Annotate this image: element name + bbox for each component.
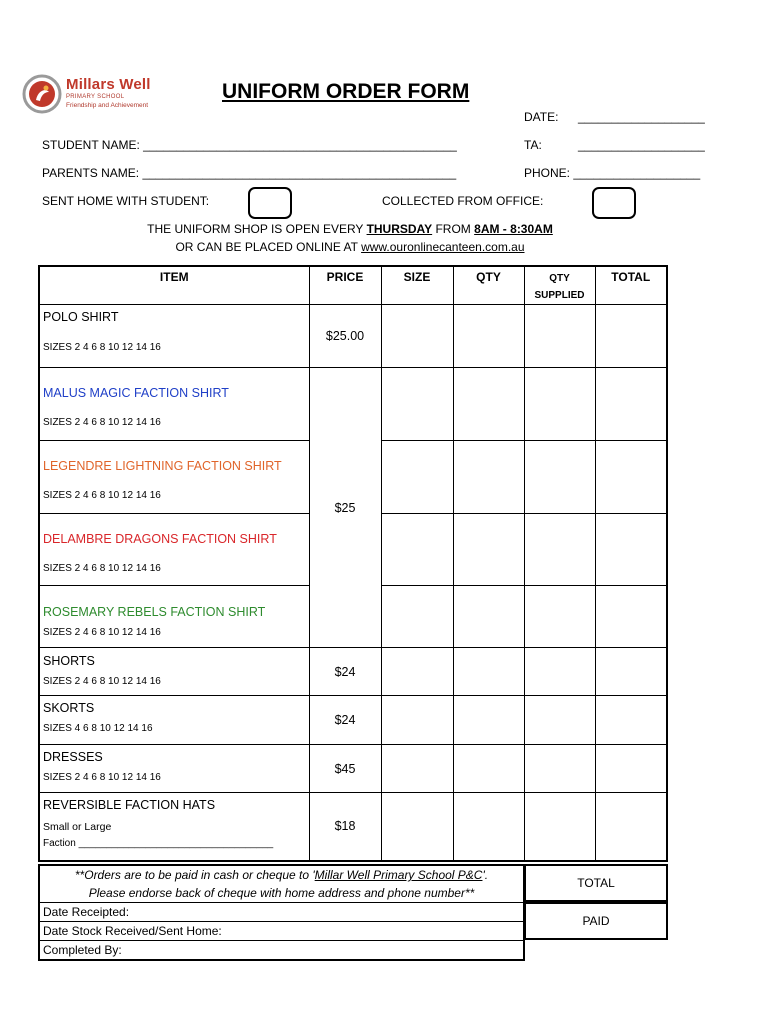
qty-cell[interactable] [453, 648, 524, 696]
item-price: $24 [309, 648, 381, 696]
header-qty-supplied-line1: QTY [549, 273, 570, 284]
notice-day: THURSDAY [366, 222, 433, 236]
item-cell [39, 305, 309, 368]
item-name: SHORTS [43, 654, 95, 668]
item-price: $24 [309, 696, 381, 745]
header-item: ITEM [39, 266, 309, 305]
sent-home-label: SENT HOME WITH STUDENT: [42, 194, 210, 208]
header-qty: QTY [453, 266, 524, 305]
item-name: REVERSIBLE FACTION HATS [43, 798, 216, 812]
table-row [39, 648, 667, 696]
header-size: SIZE [381, 266, 453, 305]
size-cell[interactable] [381, 793, 453, 861]
notice-text: THE UNIFORM SHOP IS OPEN EVERY [147, 222, 367, 236]
qty-supplied-cell[interactable] [524, 514, 595, 586]
collected-label: COLLECTED FROM OFFICE: [382, 194, 544, 208]
item-cell [39, 745, 309, 793]
school-type: PRIMARY SCHOOL [66, 94, 125, 100]
date-label: DATE: [524, 110, 559, 124]
online-order-notice [0, 240, 700, 254]
item-name: MALUS MAGIC FACTION SHIRT [43, 386, 229, 400]
paid-box[interactable] [524, 902, 668, 940]
notice-text: FROM [432, 222, 475, 236]
grand-total-box[interactable] [524, 864, 668, 902]
size-cell[interactable] [381, 586, 453, 648]
item-name: POLO SHIRT [43, 310, 119, 324]
payment-note [39, 865, 524, 903]
table-row [39, 793, 667, 861]
qty-cell[interactable] [453, 586, 524, 648]
size-cell[interactable] [381, 368, 453, 441]
total-cell[interactable] [595, 793, 667, 861]
item-cell [39, 368, 309, 441]
qty-supplied-cell[interactable] [524, 586, 595, 648]
student-name-field[interactable]: STUDENT NAME: _______________________________________________ [42, 138, 457, 152]
school-tagline: Friendship and Achievement [66, 102, 149, 109]
total-cell[interactable] [595, 368, 667, 441]
qty-cell[interactable] [453, 368, 524, 441]
faction-field[interactable]: Faction ___________________________________ [43, 838, 274, 849]
total-cell[interactable] [595, 305, 667, 368]
item-name: ROSEMARY REBELS FACTION SHIRT [43, 605, 266, 619]
item-sizes: SIZES 2 4 6 8 10 12 14 16 [43, 563, 161, 574]
item-cell [39, 696, 309, 745]
total-cell[interactable] [595, 745, 667, 793]
notice-text: OR CAN BE PLACED ONLINE AT [175, 240, 362, 254]
item-name: DRESSES [43, 750, 103, 764]
size-cell[interactable] [381, 441, 453, 514]
item-sizes: SIZES 4 6 8 10 12 14 16 [43, 723, 153, 734]
item-sizes: SIZES 2 4 6 8 10 12 14 16 [43, 417, 161, 428]
item-sizes: SIZES 2 4 6 8 10 12 14 16 [43, 676, 161, 687]
item-sizes: Small or Large [43, 821, 112, 833]
size-cell[interactable] [381, 696, 453, 745]
item-price: $18 [309, 793, 381, 861]
qty-supplied-cell[interactable] [524, 305, 595, 368]
sent-home-checkbox[interactable] [248, 187, 292, 219]
qty-cell[interactable] [453, 745, 524, 793]
qty-cell[interactable] [453, 305, 524, 368]
header-price: PRICE [309, 266, 381, 305]
item-sizes: SIZES 2 4 6 8 10 12 14 16 [43, 772, 161, 783]
qty-cell[interactable] [453, 441, 524, 514]
payment-note-row [39, 865, 524, 903]
table-row [39, 745, 667, 793]
qty-supplied-cell[interactable] [524, 648, 595, 696]
qty-supplied-cell[interactable] [524, 745, 595, 793]
qty-supplied-cell[interactable] [524, 368, 595, 441]
item-cell [39, 793, 309, 861]
date-receipted-field[interactable]: Date Receipted: [39, 903, 524, 922]
form-title: UNIFORM ORDER FORM [222, 80, 470, 103]
school-crest-icon [22, 74, 62, 114]
shop-hours-notice [0, 222, 700, 236]
size-cell[interactable] [381, 745, 453, 793]
item-sizes: SIZES 2 4 6 8 10 12 14 16 [43, 342, 161, 353]
date-stock-field[interactable]: Date Stock Received/Sent Home: [39, 922, 524, 941]
payment-note-line1 [43, 866, 520, 884]
header-total: TOTAL [595, 266, 667, 305]
completed-by-field[interactable]: Completed By: [39, 941, 524, 961]
item-name: LEGENDRE LIGHTNING FACTION SHIRT [43, 459, 282, 473]
total-cell[interactable] [595, 648, 667, 696]
phone-field[interactable]: PHONE: ___________________ [524, 166, 701, 180]
table-row [39, 368, 667, 441]
total-cell[interactable] [595, 441, 667, 514]
size-cell[interactable] [381, 305, 453, 368]
order-table [38, 265, 668, 862]
office-use-table [38, 864, 525, 961]
note-text: '. [482, 868, 489, 882]
collected-checkbox[interactable] [592, 187, 636, 219]
size-cell[interactable] [381, 648, 453, 696]
total-cell[interactable] [595, 514, 667, 586]
total-cell[interactable] [595, 586, 667, 648]
parents-name-field[interactable]: PARENTS NAME: _______________________________________________ [42, 166, 457, 180]
qty-cell[interactable] [453, 696, 524, 745]
date-field[interactable]: ___________________ [578, 110, 705, 124]
school-name: Millars Well [66, 76, 151, 93]
payee-name: Millar Well Primary School P&C [314, 868, 483, 882]
ta-label: TA: [524, 138, 542, 152]
header-qty-supplied-line2: SUPPLIED [534, 290, 585, 301]
ta-field[interactable]: ___________________ [578, 138, 705, 152]
item-cell [39, 441, 309, 514]
grand-total-label: TOTAL [577, 876, 615, 890]
note-text: **Orders are to be paid in cash or cheque to ' [74, 868, 315, 882]
qty-supplied-cell[interactable] [524, 696, 595, 745]
qty-cell[interactable] [453, 793, 524, 861]
item-price: $25.00 [309, 305, 381, 368]
online-canteen-link[interactable]: www.ouronlinecanteen.com.au [361, 240, 525, 254]
table-row [39, 696, 667, 745]
table-header-row [39, 266, 667, 305]
qty-cell[interactable] [453, 514, 524, 586]
notice-time: 8AM - 8:30AM [474, 222, 553, 236]
item-sizes: SIZES 2 4 6 8 10 12 14 16 [43, 490, 161, 501]
school-logo [22, 74, 172, 114]
item-cell [39, 514, 309, 586]
item-price: $45 [309, 745, 381, 793]
item-sizes: SIZES 2 4 6 8 10 12 14 16 [43, 627, 161, 638]
item-cell [39, 586, 309, 648]
qty-supplied-cell[interactable] [524, 441, 595, 514]
paid-label: PAID [582, 914, 610, 928]
table-row [39, 305, 667, 368]
header-qty-supplied [524, 266, 595, 305]
total-cell[interactable] [595, 696, 667, 745]
payment-note-line2: Please endorse back of cheque with home address and phone number** [88, 886, 475, 900]
size-cell[interactable] [381, 514, 453, 586]
item-name: DELAMBRE DRAGONS FACTION SHIRT [43, 532, 277, 546]
faction-shirt-price: $25 [309, 368, 381, 648]
item-name: SKORTS [43, 701, 95, 715]
item-cell [39, 648, 309, 696]
qty-supplied-cell[interactable] [524, 793, 595, 861]
